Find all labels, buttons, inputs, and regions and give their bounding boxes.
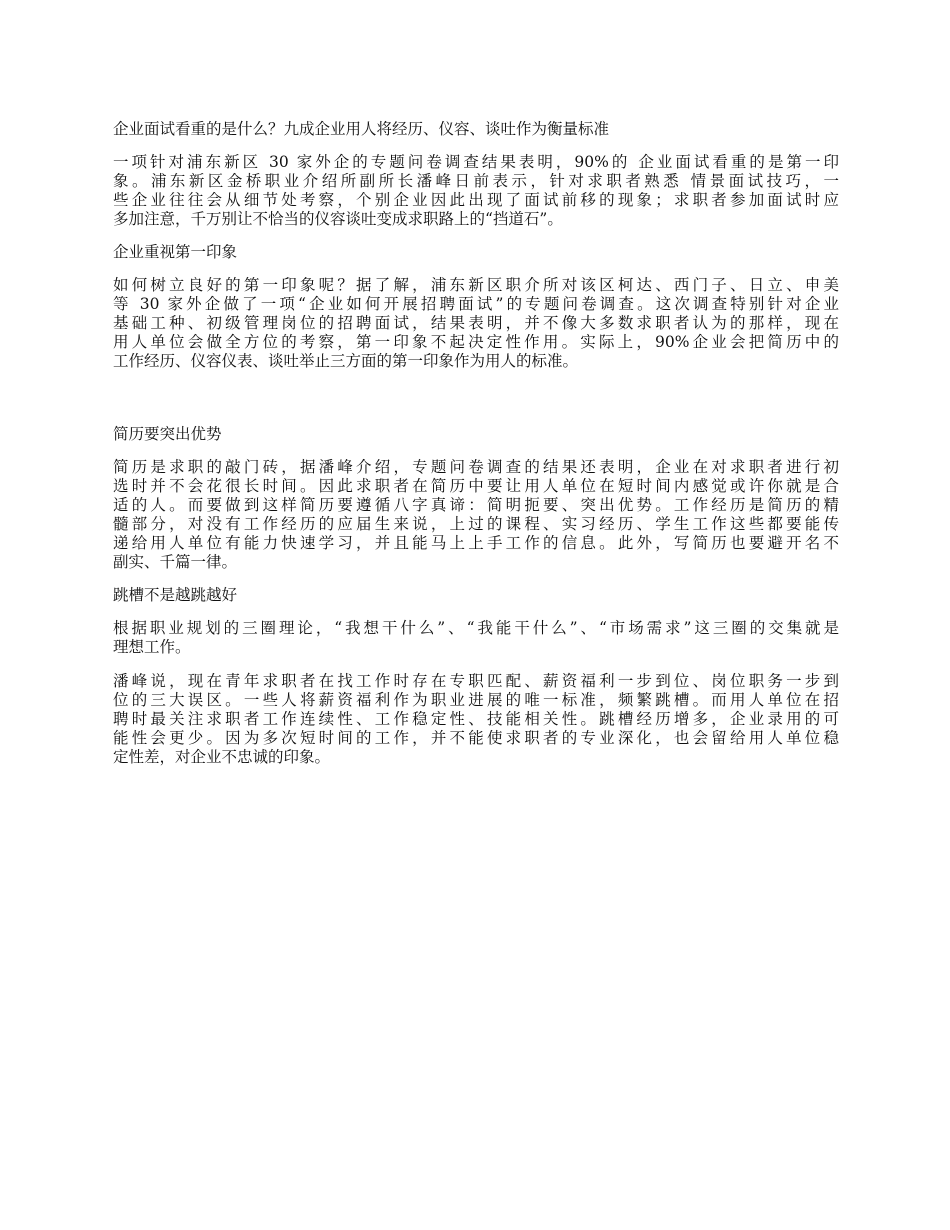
document-page [113,120,839,767]
paragraph-line: 适的人。而要做到这样简历要遵循八字真谛：简明扼要、突出优势。工作经历是简历的精 [113,496,839,514]
paragraph-line: 理想工作。 [113,638,191,656]
heading-line: 企业重视第一印象 [113,243,238,261]
paragraph-line: 聘时最关注求职者工作连续性、工作稳定性、技能相关性。跳槽经历增多，企业录用的可 [113,710,839,728]
three-circle-paragraph [113,619,839,657]
paragraph-line: 位的三大误区。一些人将薪资福利作为职业进展的唯一标准，频繁跳槽。而用人单位在招 [113,691,839,709]
paragraph-line: 象。浦东新区金桥职业介绍所副所长潘峰日前表示，针对求职者熟悉 情景面试技巧，一 [113,172,839,190]
section-heading-resume [113,425,839,444]
paragraph-line: 副实、千篇一律。 [113,553,238,571]
paragraph-line: 髓部分，对没有工作经历的应届生来说，上过的课程、实习经历、学生工作这些都要能传 [113,515,839,533]
paragraph-line: 能性会更少。因为多次短时间的工作，并不能使求职者的专业深化，也会留给用人单位稳 [113,729,839,747]
article-title [113,120,839,139]
intro-paragraph [113,153,839,229]
paragraph-line: 潘峰说，现在青年求职者在找工作时存在专职匹配、薪资福利一步到位、岗位职务一步到 [113,672,839,690]
heading-line: 简历要突出优势 [113,425,222,443]
paragraph-line: 选时并不会花很长时间。因此求职者在简历中要让用人单位在短时间内感觉或许你就是合 [113,477,839,495]
resume-paragraph [113,458,839,572]
paragraph-line: 些企业往往会从细节处考察，个别企业因此出现了面试前移的现象；求职者参加面试时应 [113,191,839,209]
title-line: 企业面试看重的是什么？九成企业用人将经历、仪容、谈吐作为衡量标准 [113,120,610,138]
paragraph-line: 工作经历、仪容仪表、谈吐举止三方面的第一印象作为用人的标准。 [113,352,579,370]
paragraph-line: 基础工种、初级管理岗位的招聘面试，结果表明，并不像大多数求职者认为的那样，现在 [113,314,839,332]
paragraph-line: 定性差，对企业不忠诚的印象。 [113,748,331,766]
first-impression-paragraph [113,276,839,371]
job-hopping-paragraph [113,672,839,767]
paragraph-line: 简历是求职的敲门砖，据潘峰介绍，专题问卷调查的结果还表明，企业在对求职者进行初 [113,458,839,476]
paragraph-line: 递给用人单位有能力快速学习，并且能马上上手工作的信息。此外，写简历也要避开名不 [113,534,839,552]
section-heading-first-impression [113,243,839,262]
paragraph-line: 多加注意，千万别让不恰当的仪容谈吐变成求职路上的“挡道石”。 [113,210,563,228]
section-heading-job-hopping [113,586,839,605]
paragraph-line: 一项针对浦东新区 30 家外企的专题问卷调查结果表明，90%的 企业面试看重的是第一印 [113,153,839,171]
heading-line: 跳槽不是越跳越好 [113,586,238,604]
paragraph-line: 等 30 家外企做了一项“企业如何开展招聘面试”的专题问卷调查。这次调查特别针对企业 [113,295,839,313]
paragraph-line: 用人单位会做全方位的考察，第一印象不起决定性作用。实际上，90%企业会把简历中的 [113,333,839,351]
paragraph-line: 如何树立良好的第一印象呢？据了解，浦东新区职介所对该区柯达、西门子、日立、申美 [113,276,839,294]
paragraph-line: 根据职业规划的三圈理论，“我想干什么”、“我能干什么”、“市场需求”这三圈的交集就是 [113,619,839,637]
